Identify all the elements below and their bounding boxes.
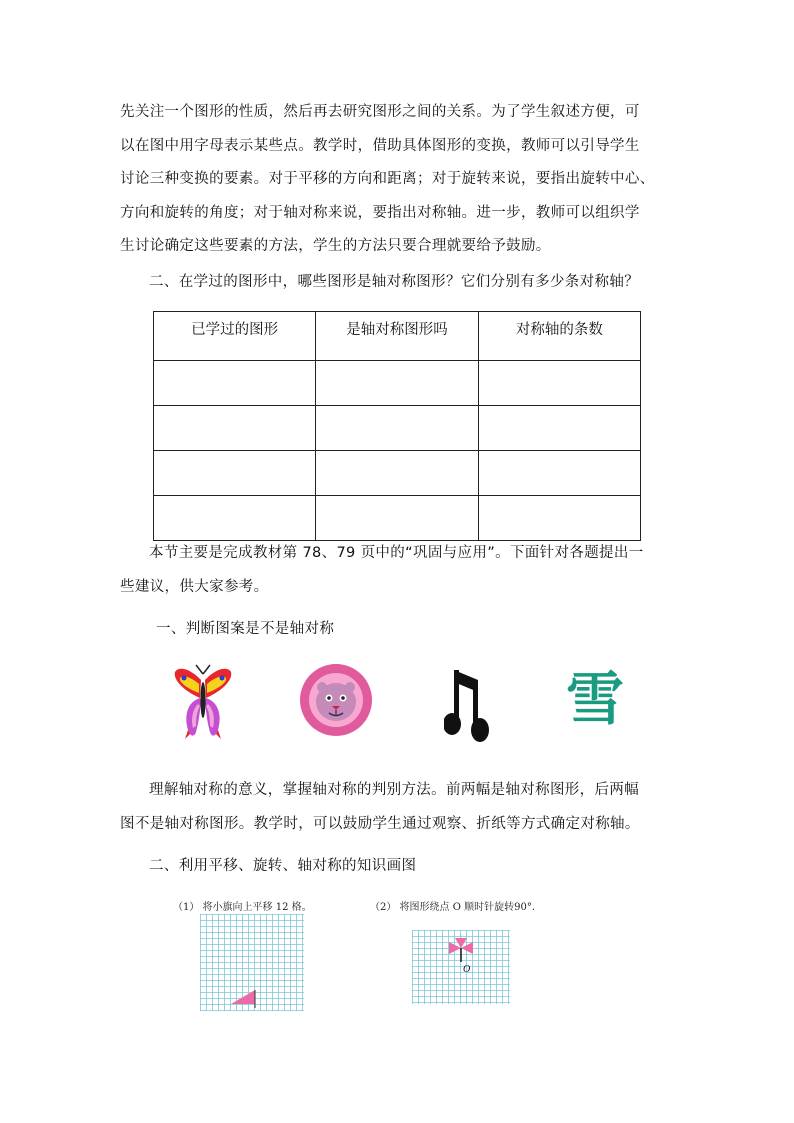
music-note-icon bbox=[444, 664, 494, 744]
table-cell[interactable] bbox=[316, 361, 478, 406]
table-cell[interactable] bbox=[478, 451, 640, 496]
snow-character-glyph: 雪 bbox=[566, 665, 625, 733]
table-cell[interactable] bbox=[316, 406, 478, 451]
intro-line: 方向和旋转的角度；对于轴对称来说，要指出对称轴。进一步，教师可以组织学 bbox=[120, 204, 640, 221]
flag-triangle bbox=[231, 990, 255, 1004]
part-2-heading bbox=[120, 850, 680, 884]
section-intro-line: 些建议，供大家参考。 bbox=[120, 578, 269, 595]
part-1-heading-text: 一、判断图案是不是轴对称 bbox=[156, 621, 335, 637]
lion-icon bbox=[298, 660, 374, 740]
intro-line: 以在图中用字母表示某些点。教学时，借助具体图形的变换，教师可以引导学生 bbox=[120, 137, 640, 154]
table-cell[interactable] bbox=[154, 361, 316, 406]
table-cell[interactable] bbox=[478, 406, 640, 451]
exercise-1-caption: （1） 将小旗向上平移 12 格。 bbox=[173, 902, 312, 913]
table-cell[interactable] bbox=[154, 451, 316, 496]
rotation-grid bbox=[412, 930, 510, 1004]
symmetry-pictures bbox=[0, 660, 794, 750]
intro-line: 生讨论确定这些要素的方法，学生的方法只要合理就要给予鼓励。 bbox=[120, 238, 551, 254]
table-cell[interactable] bbox=[316, 496, 478, 541]
intro-line: 讨论三种变换的要素。对于平移的方向和距离；对于旋转来说，要指出旋转中心、 bbox=[120, 171, 655, 187]
part-1-note-line: 理解轴对称的意义，掌握轴对称的判别方法。前两幅是轴对称图形，后两幅 bbox=[149, 782, 640, 798]
question-2-text: 二、在学过的图形中，哪些图形是轴对称图形？它们分别有多少条对称轴？ bbox=[149, 274, 640, 290]
part-1-note-line: 图不是轴对称图形。教学时，可以鼓励学生通过观察、折纸等方式确定对称轴。 bbox=[120, 815, 640, 832]
section-intro-paragraph bbox=[120, 537, 680, 604]
table-header-cell: 对称轴的条数 bbox=[478, 312, 640, 361]
symmetry-table bbox=[153, 311, 641, 541]
rotation-point-label: O bbox=[463, 964, 471, 975]
table-row bbox=[154, 361, 641, 406]
question-2 bbox=[120, 266, 680, 300]
exercise-2-caption: （2） 将图形绕点 O 顺时针旋转90°. bbox=[370, 902, 535, 913]
table-cell[interactable] bbox=[478, 361, 640, 406]
table-header-cell: 是轴对称图形吗 bbox=[316, 312, 478, 361]
table-row bbox=[154, 406, 641, 451]
table-header-cell: 已学过的图形 bbox=[154, 312, 316, 361]
part-1-note bbox=[120, 774, 680, 841]
table-row bbox=[154, 451, 641, 496]
section-intro-line: 本节主要是完成教材第 78、79 页中的“巩固与应用”。下面针对各题提出一 bbox=[149, 545, 644, 561]
translation-grid bbox=[200, 914, 304, 1011]
table-row bbox=[154, 496, 641, 541]
table-cell[interactable] bbox=[154, 406, 316, 451]
table-cell[interactable] bbox=[478, 496, 640, 541]
table-cell[interactable] bbox=[154, 496, 316, 541]
table-header-row bbox=[154, 312, 641, 361]
butterfly-icon bbox=[172, 664, 234, 742]
intro-line: 先关注一个图形的性质，然后再去研究图形之间的关系。为了学生叙述方便，可 bbox=[120, 104, 640, 120]
part-2-heading-text: 二、利用平移、旋转、轴对称的知识画图 bbox=[149, 858, 417, 874]
intro-paragraph bbox=[120, 96, 680, 264]
part-1-heading bbox=[120, 613, 680, 647]
table-cell[interactable] bbox=[316, 451, 478, 496]
snow-character-icon bbox=[566, 664, 625, 736]
